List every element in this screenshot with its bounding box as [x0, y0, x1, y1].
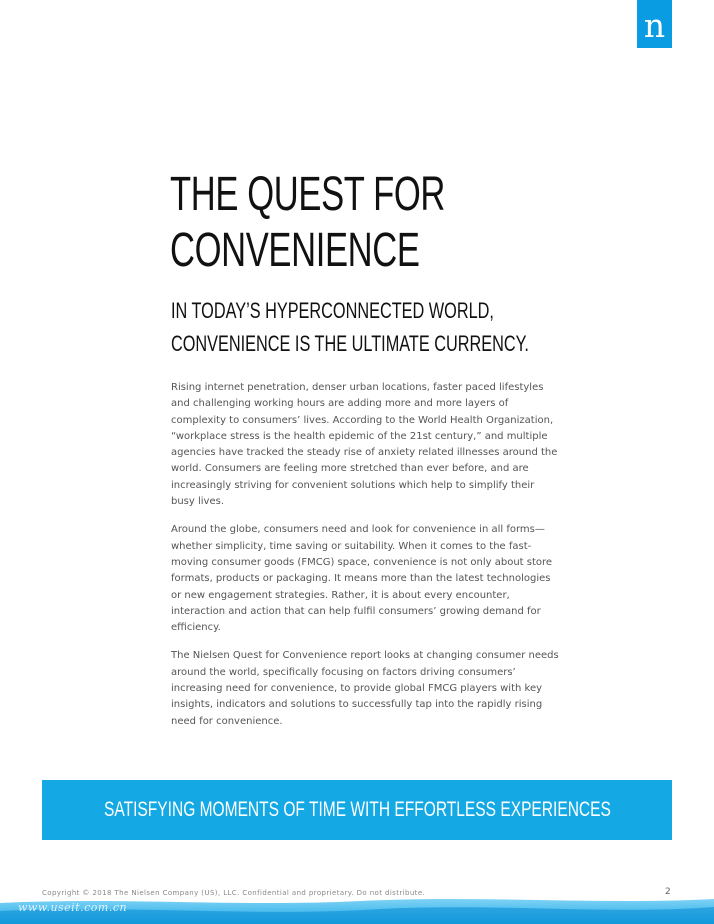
banner-text: SATISFYING MOMENTS OF TIME WITH EFFORTLESS EXPERIENCES: [103, 798, 611, 821]
body-paragraph-3: The Nielsen Quest for Convenience report looks at changing consumer needs around the world, specifically focusing on factors driving consumers’ increasing need for convenience, to provide global FMCG players with key insights, indicators and solutions to successfully tap into the rapidly rising need for convenience.: [171, 650, 559, 727]
subtitle-line-1: IN TODAY’S HYPERCONNECTED WORLD,: [171, 298, 494, 323]
title-line-1: THE QUEST FOR: [170, 168, 446, 221]
watermark-text: www.useit.com.cn: [18, 901, 128, 914]
body-paragraph-1: Rising internet penetration, denser urban locations, faster paced lifestyles and challenging working hours are adding more and more layers of complexity to consumers’ lives. According to the World Health Organization, “workplace stress is the health epidemic of the 21st century,” and multiple agencies have tracked the steady rise of anxiety related illnesses around the world. Consumers are feeling more stretched than ever before, and are increasingly striving for convenient solutions which help to simplify their busy lives.: [171, 382, 558, 508]
callout-banner: [42, 780, 672, 840]
logo-letter: n: [643, 5, 666, 45]
nielsen-logo: [637, 0, 672, 48]
page-number: 2: [665, 887, 671, 897]
title-line-2: CONVENIENCE: [170, 224, 420, 277]
subtitle-line-2: CONVENIENCE IS THE ULTIMATE CURRENCY.: [171, 331, 529, 356]
page-title: [170, 167, 445, 279]
body-text: [171, 380, 561, 742]
copyright-notice: Copyright © 2018 The Nielsen Company (US), LLC. Confidential and proprietary. Do not distribute.: [42, 889, 426, 897]
body-paragraph-2: Around the globe, consumers need and look for convenience in all forms—whether simplicity, time saving or suitability. When it comes to the fast-moving consumer goods (FMCG) space, convenience is not only about store formats, products or packaging. It means more than the latest technologies or new engagement strategies. Rather, it is about every encounter, interaction and action that can help fulfil consumers’ growing demand for efficiency.: [171, 524, 553, 634]
page-subtitle: [171, 294, 529, 360]
